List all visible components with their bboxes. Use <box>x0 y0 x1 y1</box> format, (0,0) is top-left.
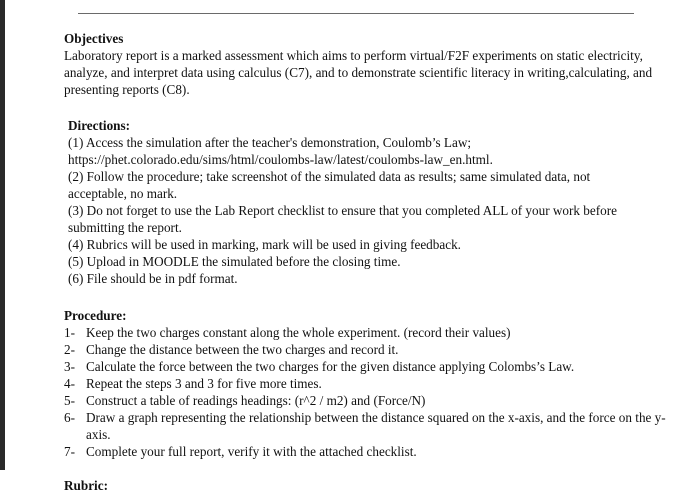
procedure-step <box>64 358 676 375</box>
step-number: 7- <box>64 444 75 459</box>
step-text: Repeat the steps 3 and 3 for five more times. <box>86 376 322 391</box>
directions-heading: Directions: <box>68 118 131 133</box>
procedure-step <box>64 409 676 443</box>
step-number: 3- <box>64 359 75 374</box>
objectives-section <box>64 30 676 98</box>
step-number: 5- <box>64 393 75 408</box>
objectives-line: presenting reports (C8). <box>64 82 190 97</box>
step-number: 1- <box>64 325 75 340</box>
procedure-step <box>64 392 676 409</box>
document-content <box>64 30 676 494</box>
direction-line: acceptable, no mark. <box>68 186 178 201</box>
step-text: Keep the two charges constant along the whole experiment. (record their values) <box>86 325 511 340</box>
direction-line: (6) File should be in pdf format. <box>68 271 238 286</box>
objectives-heading: Objectives <box>64 31 124 46</box>
step-text: Change the distance between the two charges and record it. <box>86 342 399 357</box>
directions-list <box>68 134 676 287</box>
directions-section <box>64 117 676 287</box>
objectives-line: analyze, and interpret data using calculus (C7), and to demonstrate scientific literacy in writing,calculating, and <box>64 65 653 80</box>
top-horizontal-rule <box>78 13 634 14</box>
left-edge-shadow <box>0 0 5 470</box>
procedure-step <box>64 375 676 392</box>
rubric-section <box>64 477 676 494</box>
step-text: Draw a graph representing the relationship between the distance squared on the x-axis, and the force on the y-axis. <box>86 410 666 442</box>
procedure-section <box>64 307 676 460</box>
objectives-line: Laboratory report is a marked assessment which aims to perform virtual/F2F experiments on static electricity, <box>64 48 643 63</box>
procedure-list <box>64 324 676 460</box>
direction-line: (4) Rubrics will be used in marking, mark will be used in giving feedback. <box>68 237 461 252</box>
step-text: Construct a table of readings headings: (r^2 / m2) and (Force/N) <box>86 393 426 408</box>
rubric-heading: Rubric: <box>64 478 108 493</box>
direction-line: (5) Upload in MOODLE the simulated before the closing time. <box>68 254 401 269</box>
simulation-url: https://phet.colorado.edu/sims/html/coulombs-law/latest/coulombs-law_en.html. <box>68 152 493 167</box>
direction-line: (2) Follow the procedure; take screenshot of the simulated data as results; same simulated data, not <box>68 169 591 184</box>
step-text: Complete your full report, verify it with the attached checklist. <box>86 444 417 459</box>
step-number: 4- <box>64 376 75 391</box>
direction-line: (3) Do not forget to use the Lab Report checklist to ensure that you completed ALL of your work before <box>68 203 617 218</box>
procedure-step <box>64 341 676 358</box>
step-number: 6- <box>64 410 75 425</box>
step-number: 2- <box>64 342 75 357</box>
direction-line: submitting the report. <box>68 220 182 235</box>
direction-line: (1) Access the simulation after the teacher's demonstration, Coulomb’s Law; <box>68 135 472 150</box>
step-text: Calculate the force between the two charges for the given distance applying Colombs’s Law. <box>86 359 575 374</box>
procedure-step <box>64 324 676 341</box>
procedure-step <box>64 443 676 460</box>
procedure-heading: Procedure: <box>64 308 127 323</box>
